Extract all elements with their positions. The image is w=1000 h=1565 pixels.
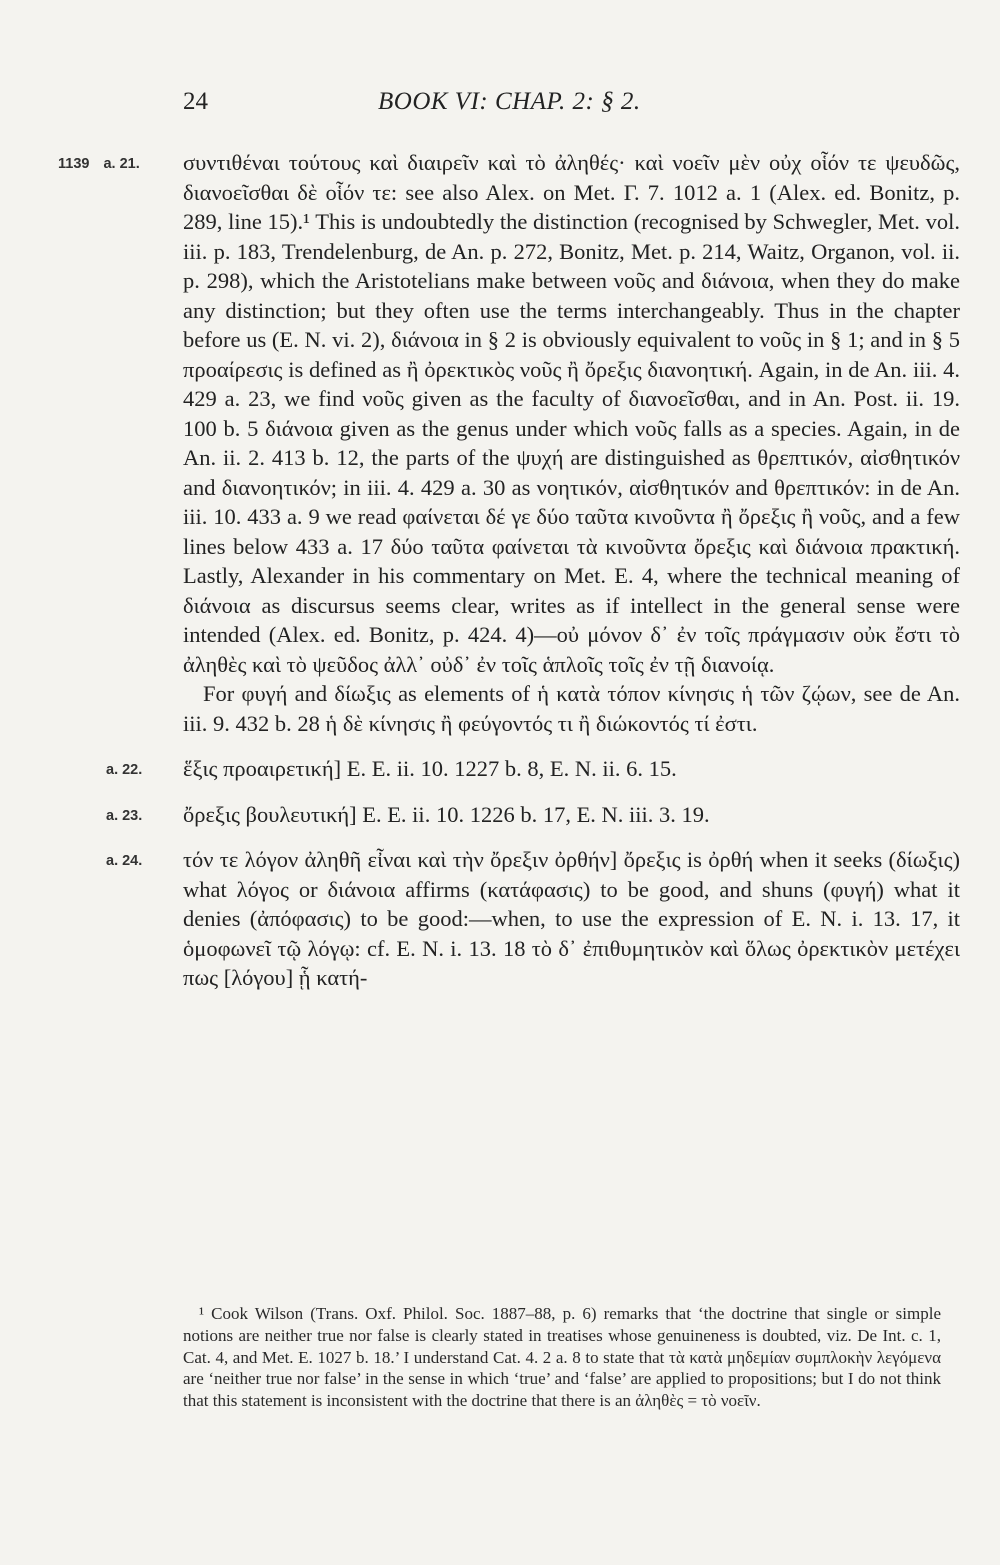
note-paragraph: τόν τε λόγον ἀληθῆ εἶναι καὶ τὴν ὄρεξιν ὀρθήν] ὄρεξις is ὀρθή when it seeks (δίωξις) what λόγος or διάνοια affirms (κατάφασις) to be good, and shuns (φυγή) what it denies (ἀπόφασις) to be good:—when, to use the expression of E. N. i. 13. 17, it ὁμοφωνεῖ τῷ λόγῳ: cf. E. N. i. 13. 18 τὸ δ᾽ ἐπιθυμητικὸν καὶ ὅλως ὀρεκτικὸν μετέχει πως [λόγου] ᾗ κατή- xyxy=(183,847,960,990)
note-a22 xyxy=(106,754,960,784)
line-reference: a. 24. xyxy=(106,853,143,869)
note-paragraph: For φυγή and δίωξις as elements of ἡ κατὰ τόπον κίνησις ἡ τῶν ζῴων, see de An. iii. 9. 432 b. 28 ἡ δὲ κίνησις ἢ φεύγοντός τι ἢ διώκοντός τί ἐστι. xyxy=(183,681,960,736)
note-paragraph: ὄρεξις βουλευτική] E. E. ii. 10. 1226 b. 17, E. N. iii. 3. 19. xyxy=(183,801,710,827)
line-reference: 1139 a. 21. xyxy=(58,156,140,172)
note-a21 xyxy=(58,148,960,738)
page-reference: 1139 xyxy=(58,156,90,172)
note-a23 xyxy=(106,800,960,830)
line-reference: a. 22. xyxy=(106,762,143,778)
page-header xyxy=(0,88,1000,128)
note-a24 xyxy=(106,845,960,993)
note-paragraph: συντιθέναι τούτους καὶ διαιρεῖν καὶ τὸ ἀληθές· καὶ νοεῖν μὲν οὐχ οἷόν τε ψευδῶς, διανοεῖσθαι δὲ οἷόν τε: see also Alex. on Met. Γ. 7. 1012 a. 1 (Alex. ed. Bonitz, p. 289, line 15).¹ This is undoubtedly the distinction (recognised by Schwegler, Met. vol. iii. p. 183, Trendelenburg, de An. p. 272, Bonitz, Met. p. 214, Waitz, Organon, vol. ii. p. 298), which the Aristotelians make between νοῦς and διάνοια, when they do make any distinction; but they often use the terms interchangeably. Thus in the chapter before us (E. N. vi. 2), διάνοια in § 2 is obviously equivalent to νοῦς in § 1; and in § 5 προαίρεσις is defined as ἢ ὀρεκτικὸς νοῦς ἢ ὄρεξις διανοητική. Again, in de An. iii. 4. 429 a. 23, we find νοῦς given as the faculty of διανοεῖσθαι, and in An. Post. ii. 19. 100 b. 5 διάνοια given as the genus under which νοῦς falls as a species. Again, in de An. ii. 2. 413 b. 12, the parts of the ψυχή are distinguished as θρεπτικόν, αἰσθητικόν and διανοητικόν; in iii. 4. 429 a. 30 as νοητικόν, αἰσθητικόν and θρεπτικόν: in de An. iii. 10. 433 a. 9 we read φαίνεται δέ γε δύο ταῦτα κινοῦντα ἢ ὄρεξις ἢ νοῦς, and a few lines below 433 a. 17 δύο ταῦτα φαίνεται τὰ κινοῦντα ὄρεξις καὶ διάνοια πρακτική. Lastly, Alexander in his commentary on Met. E. 4, where the technical meaning of διάνοια as discursus seems clear, writes as if intellect in the general sense were intended (Alex. ed. Bonitz, p. 424. 4)—οὐ μόνον δ᾽ ἐν τοῖς πράγμασιν οὐκ ἔστι τὸ ἀληθὲς καὶ τὸ ψεῦδος ἀλλ᾽ οὐδ᾽ ἐν τοῖς ἁπλοῖς τοῖς ἐν τῇ διανοίᾳ. xyxy=(183,150,960,677)
line-reference: a. 23. xyxy=(106,807,143,824)
footnote: ¹ Cook Wilson (Trans. Oxf. Philol. Soc. 1887–88, p. 6) remarks that ‘the doctrine that single or simple notions are neither true nor false is clearly stated in treatises whose genuineness is doubted, viz. De Int. c. 1, Cat. 4, and Met. E. 1027 b. 18.’ I understand Cat. 4. 2 a. 8 to state that τὰ κατὰ μηδεμίαν συμπλοκὴν λεγόμενα are ‘neither true nor false’ in the sense in which ‘true’ and ‘false’ are applied to propositions; but I do not think that this statement is inconsistent with the doctrine that there is an ἀληθὲς = τὸ νοεῖν. xyxy=(183,1304,941,1411)
running-title: BOOK VI: CHAP. 2: § 2. xyxy=(378,88,641,115)
page-number: 24 xyxy=(183,88,208,115)
commentary-body xyxy=(58,148,960,1009)
note-paragraph: ἕξις προαιρετική] E. E. ii. 10. 1227 b. 8, E. N. ii. 6. 15. xyxy=(183,756,677,781)
